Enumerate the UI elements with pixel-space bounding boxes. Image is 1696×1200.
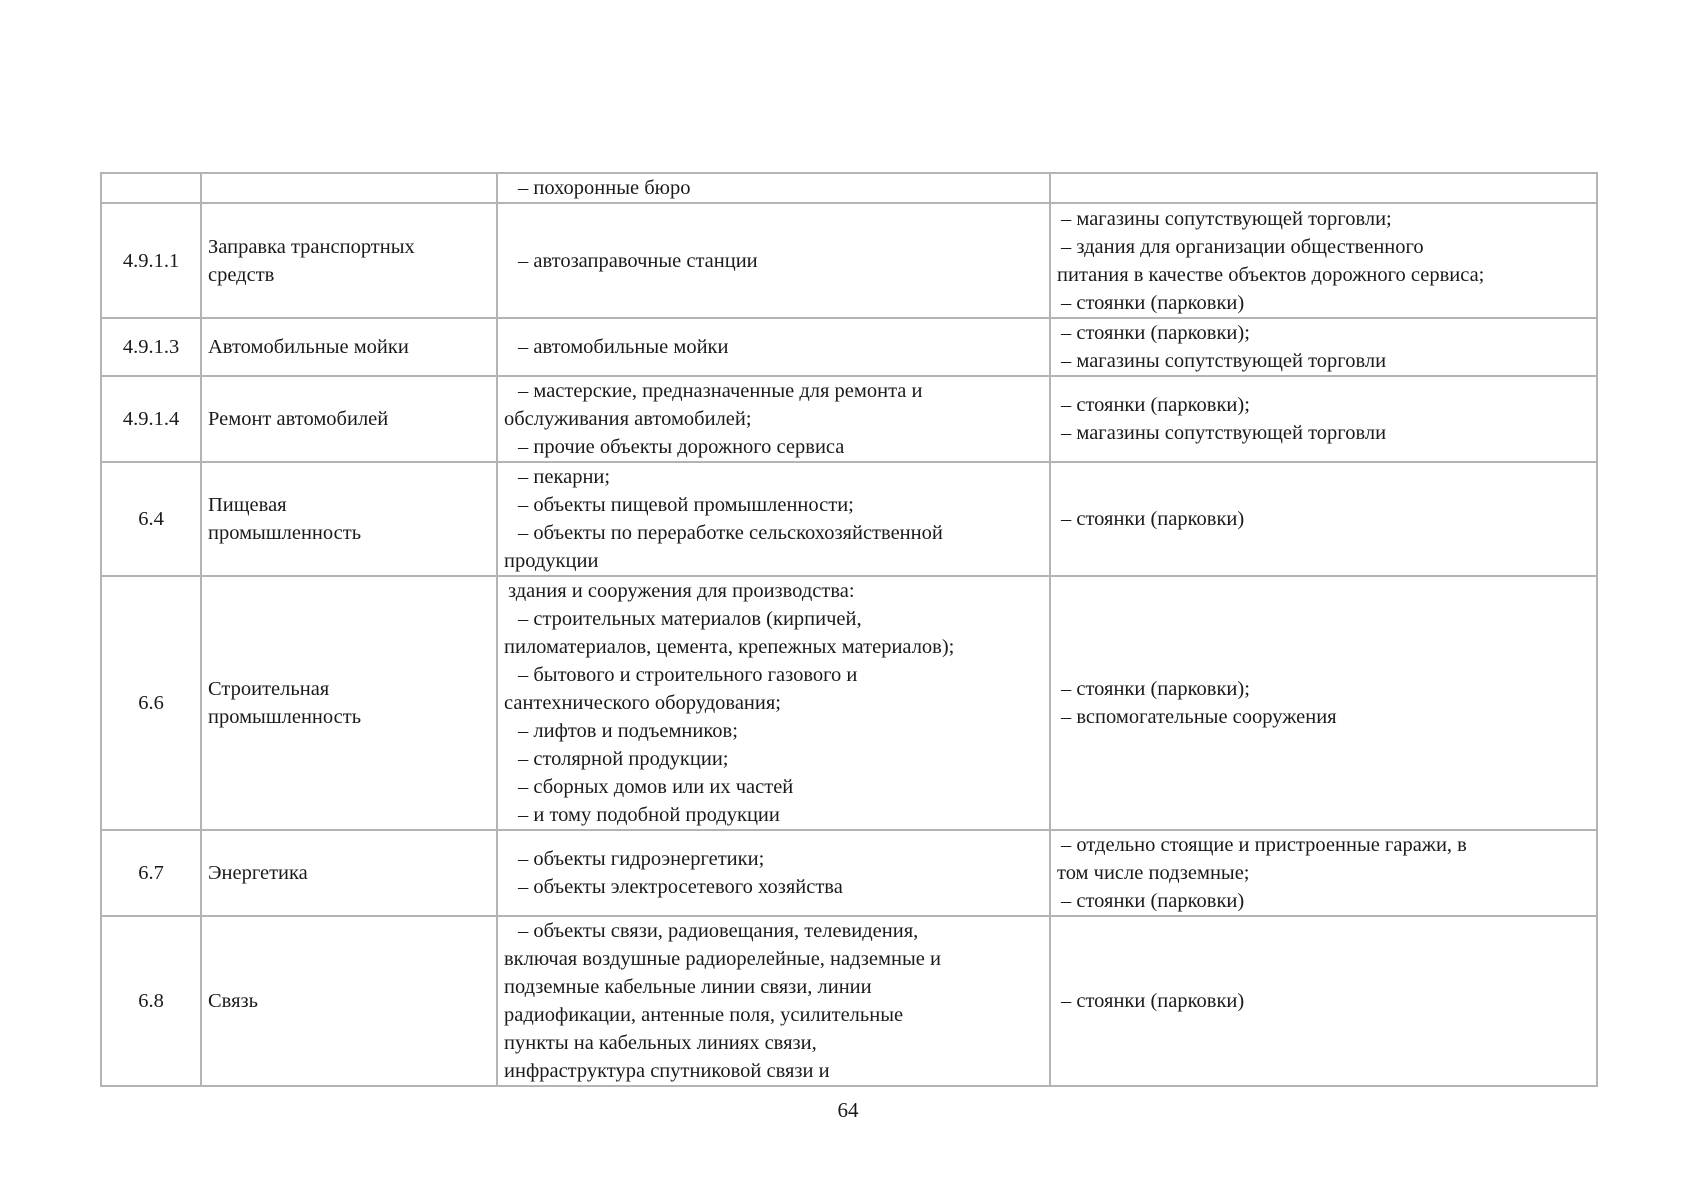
cell-aux-uses [1050, 376, 1597, 462]
use-name-line: промышленность [208, 706, 362, 728]
main-use-line: – прочие объекты дорожного сервиса [518, 436, 845, 458]
main-use-line: сантехнического оборудования; [504, 692, 781, 714]
main-use-line: здания и сооружения для производства: [508, 580, 855, 602]
aux-use-line: – стоянки (парковки) [1061, 508, 1245, 530]
main-use-line: – лифтов и подъемников; [518, 720, 738, 742]
cell-use-name [201, 376, 497, 462]
cell-use-name [201, 576, 497, 830]
aux-use-line: – магазины сопутствующей торговли [1061, 422, 1387, 444]
main-use-line: – столярной продукции; [518, 748, 729, 770]
aux-use-line: – стоянки (парковки); [1061, 322, 1250, 344]
cell-code: 6.6 [101, 576, 201, 830]
aux-use-line: – стоянки (парковки); [1061, 394, 1250, 416]
cell-code: 4.9.1.4 [101, 376, 201, 462]
main-use-line: – объекты по переработке сельскохозяйственной [518, 522, 943, 544]
main-use-line: подземные кабельные линии связи, линии [504, 976, 872, 998]
cell-main-uses [497, 203, 1050, 318]
main-use-line: – бытового и строительного газового и [518, 664, 858, 686]
table-row [101, 916, 1597, 1086]
table-row [101, 576, 1597, 830]
cell-code: 6.7 [101, 830, 201, 916]
main-use-line: – пекарни; [518, 466, 611, 488]
cell-code [101, 173, 201, 203]
cell-main-uses [497, 830, 1050, 916]
main-use-line: – похоронные бюро [518, 177, 691, 199]
cell-use-name [201, 830, 497, 916]
cell-main-uses [497, 318, 1050, 376]
main-use-line: радиофикации, антенные поля, усилительные [504, 1004, 904, 1026]
aux-use-line: – стоянки (парковки); [1061, 678, 1250, 700]
cell-aux-uses [1050, 830, 1597, 916]
table-row [101, 318, 1597, 376]
page-number: 64 [837, 1098, 859, 1122]
use-name-line: Автомобильные мойки [208, 336, 409, 358]
aux-use-line: – стоянки (парковки) [1061, 291, 1245, 314]
main-use-line: – сборных домов или их частей [518, 776, 794, 798]
use-name-line: Строительная [208, 678, 330, 700]
cell-main-uses [497, 916, 1050, 1086]
table-body [101, 173, 1597, 1086]
main-use-line: обслуживания автомобилей; [504, 408, 752, 430]
aux-use-line: питания в качестве объектов дорожного сервиса; [1057, 263, 1485, 286]
cell-main-uses [497, 576, 1050, 830]
cell-aux-uses [1050, 318, 1597, 376]
aux-use-line: – стоянки (парковки) [1061, 890, 1245, 912]
aux-use-line: – магазины сопутствующей торговли [1061, 350, 1387, 372]
aux-use-line: – здания для организации общественного [1061, 235, 1424, 258]
cell-use-name [201, 173, 497, 203]
cell-main-uses [497, 173, 1050, 203]
main-use-line: – объекты гидроэнергетики; [518, 848, 765, 870]
main-use-line: – мастерские, предназначенные для ремонта и [518, 380, 923, 402]
aux-use-line: – вспомогательные сооружения [1061, 706, 1337, 728]
cell-code: 4.9.1.1 [101, 203, 201, 318]
cell-aux-uses [1050, 203, 1597, 318]
cell-use-name [201, 462, 497, 576]
cell-code: 4.9.1.3 [101, 318, 201, 376]
main-use-line: пиломатериалов, цемента, крепежных материалов); [504, 636, 955, 658]
main-use-line: включая воздушные радиорелейные, надземные и [504, 948, 941, 970]
table-row [101, 462, 1597, 576]
table-row [101, 173, 1597, 203]
land-use-table [100, 172, 1598, 1087]
main-use-line: инфраструктура спутниковой связи и [504, 1060, 830, 1082]
use-name-line: Пищевая [208, 494, 287, 516]
cell-aux-uses [1050, 576, 1597, 830]
use-name-line: средств [208, 263, 275, 286]
aux-use-line: – магазины сопутствующей торговли; [1061, 207, 1392, 230]
aux-use-line: – стоянки (парковки) [1061, 990, 1245, 1012]
main-use-line: – и тому подобной продукции [518, 804, 780, 826]
use-name-line: Связь [208, 990, 258, 1012]
main-use-line: – объекты связи, радиовещания, телевидения, [518, 920, 919, 942]
cell-use-name [201, 318, 497, 376]
use-name-line: Энергетика [208, 862, 308, 884]
cell-use-name [201, 203, 497, 318]
use-name-line: Заправка транспортных [208, 235, 415, 258]
use-name-line: промышленность [208, 522, 362, 544]
table-row [101, 203, 1597, 318]
cell-use-name [201, 916, 497, 1086]
cell-aux-uses [1050, 916, 1597, 1086]
main-use-line: – автомобильные мойки [518, 336, 729, 358]
main-use-line: – объекты пищевой промышленности; [518, 494, 854, 516]
cell-main-uses [497, 462, 1050, 576]
cell-aux-uses [1050, 173, 1597, 203]
main-use-line: – объекты электросетевого хозяйства [518, 876, 843, 898]
main-use-line: – автозаправочные станции [518, 249, 758, 272]
cell-main-uses [497, 376, 1050, 462]
main-use-line: пункты на кабельных линиях связи, [504, 1032, 817, 1054]
cell-code: 6.4 [101, 462, 201, 576]
aux-use-line: том числе подземные; [1057, 862, 1250, 884]
main-use-line: – строительных материалов (кирпичей, [518, 608, 862, 630]
aux-use-line: – отдельно стоящие и пристроенные гаражи, в [1061, 834, 1467, 856]
table-row [101, 376, 1597, 462]
cell-code: 6.8 [101, 916, 201, 1086]
table-row [101, 830, 1597, 916]
use-name-line: Ремонт автомобилей [208, 408, 389, 430]
main-use-line: продукции [504, 550, 599, 572]
cell-aux-uses [1050, 462, 1597, 576]
